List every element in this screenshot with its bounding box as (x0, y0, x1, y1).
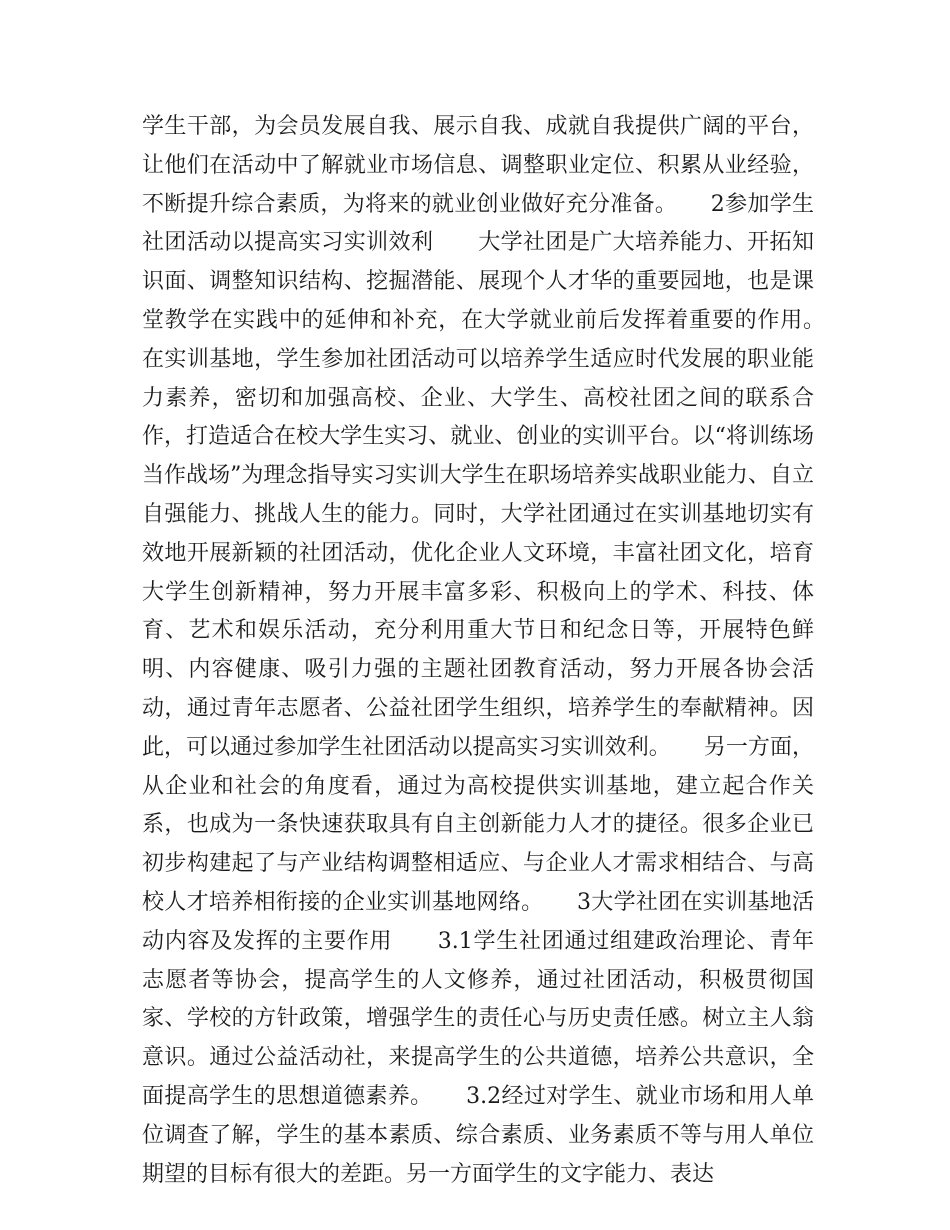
body-paragraph: 学生干部，为会员发展自我、展示自我、成就自我提供广阔的平台，让他们在活动中了解就业市场信息、调整职业定位、积累从业经验，不断提升综合素质，为将来的就业创业做好充分准备。 2参加学生社团活动以提高实习实训效利 大学社团是广大培养能力、开拓知识面、调整知识结构、挖掘潜能、展现个人才华的重要园地，也是课堂教学在实践中的延伸和补充，在大学就业前后发挥着重要的作用。 在实训基地，学生参加社团活动可以培养学生适应时代发展的职业能力素养，密切和加强高校、企业、大学生、高校社团之间的联系合作，打造适合在校大学生实习、就业、创业的实训平台。以“将训练场当作战场”为理念指导实习实训大学生在职场培养实战职业能力、自立自强能力、挑战人生的能力。同时，大学社团通过在实训基地切实有效地开展新颖的社团活动，优化企业人文环境，丰富社团文化，培育大学生创新精神，努力开展丰富多彩、积极向上的学术、科技、体育、艺术和娱乐活动，充分利用重大节日和纪念日等，开展特色鲜明、内容健康、吸引力强的主题社团教育活动，努力开展各协会活动，通过青年志愿者、公益社团学生组织，培养学生的奉献精神。因此，可以通过参加学生社团活动以提高实习实训效利。 另一方面，从企业和社会的角度看，通过为高校提供实训基地，建立起合作关系，也成为一条快速获取具有自主创新能力人才的捷径。很多企业已初步构建起了与产业结构调整相适应、与企业人才需求相结合、与高校人才培养相衔接的企业实训基地网络。 3大学社团在实训基地活动内容及发挥的主要作用 3.1学生社团通过组建政治理论、青年志愿者等协会，提高学生的人文修养，通过社团活动，积极贯彻国家、学校的方针政策，增强学生的责任心与历史责任感。树立主人翁意识。通过公益活动社，来提高学生的公共道德，培养公共意识，全面提高学生的思想道德素养。 3.2经过对学生、就业市场和用人单位调查了解，学生的基本素质、综合素质、业务素质不等与用人单位期望的目标有很大的差距。另一方面学生的文字能力、表达 (142, 114, 859, 1187)
